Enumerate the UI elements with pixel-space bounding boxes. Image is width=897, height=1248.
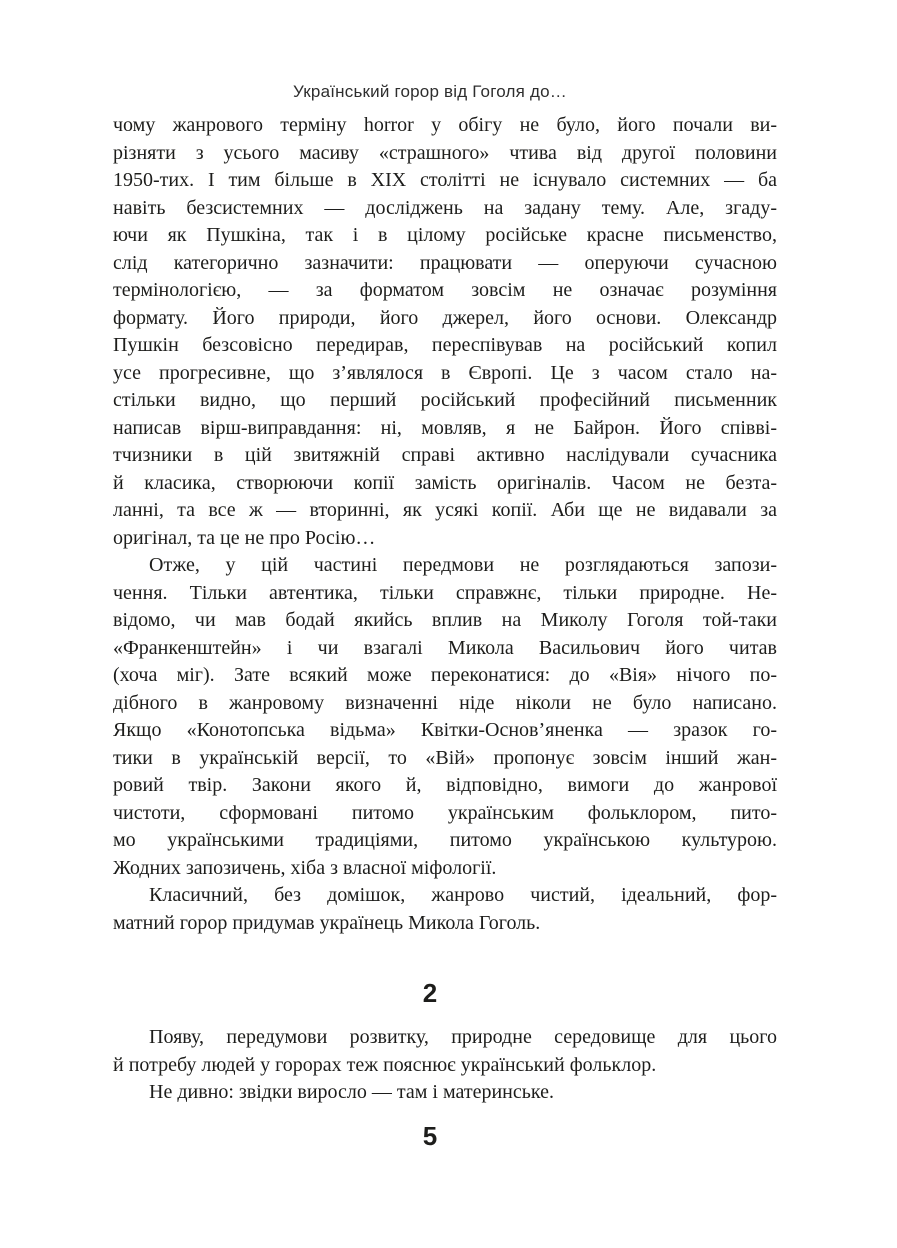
text-line: навіть безсистемних — досліджень на задану тему. Але, згаду-: [113, 196, 777, 219]
running-header: Український горор від Гоголя до…: [293, 82, 567, 101]
text-line: ланні, та все ж — вторинні, як усякі копії. Аби ще не видавали за: [113, 499, 777, 521]
text-line: Якщо «Конотопська відьма» Квітки-Основ’яненка — зразок го-: [113, 719, 777, 741]
text-line: ровий твір. Закони якого й, відповідно, вимоги до жанрової: [113, 774, 777, 796]
text-line: й класика, створюючи копії замість оригіналів. Часом не безта-: [113, 471, 777, 494]
text-line: 1950-тих. І тим більше в XIX столітті не існувало системних — ба: [113, 169, 777, 191]
text-line: написав вірш-виправдання: ні, мовляв, я не Байрон. Його співві-: [113, 416, 777, 439]
text-line: різняти з усього масиву «страшного» чтива від другої половини: [113, 141, 777, 164]
text-line: чому жанрового терміну horror у обігу не було, його почали ви-: [113, 114, 777, 136]
text-line: усе прогресивне, що з’являлося в Європі. Це з часом стало на-: [113, 361, 777, 384]
text-body: [113, 112, 777, 1107]
text-line: тики в українській версії, то «Вій» пропонує зовсім інший жан-: [113, 746, 777, 769]
text-line: Пушкін безсовісно передирав, переспівував на російський копил: [113, 334, 777, 356]
text-line: слід категорично зазначити: працювати — оперуючи сучасною: [113, 251, 777, 274]
text-line: «Франкенштейн» і чи взагалі Микола Васильович його читав: [113, 636, 777, 659]
text-line: оригінал, та це не про Росію…: [113, 526, 376, 549]
text-line: Появу, передумови розвитку, природне середовище для цього: [149, 1026, 777, 1048]
text-line: ючи як Пушкіна, так і в цілому російське красне письменство,: [113, 224, 777, 246]
text-line: дібного в жанровому визначенні ніде ніколи не було написано.: [113, 691, 777, 714]
section-number: 2: [422, 978, 438, 1008]
text-line: формату. Його природи, його джерел, його основи. Олександр: [113, 306, 777, 329]
text-line: Жодних запозичень, хіба з власної міфології.: [113, 856, 497, 879]
paragraph: [113, 1079, 777, 1107]
paragraph: [113, 112, 777, 552]
text-line: й потребу людей у горорах теж пояснює український фольклор.: [113, 1053, 657, 1076]
text-line: чення. Тільки автентика, тільки справжнє, тільки природне. Не-: [113, 581, 777, 604]
text-line: (хоча міг). Зате всякий може переконатися: до «Вія» нічого по-: [113, 664, 777, 686]
text-line: мо українськими традиціями, питомо українською культурою.: [113, 829, 777, 851]
text-line: Не дивно: звідки виросло — там і материнське.: [149, 1081, 554, 1103]
paragraph: [113, 1024, 777, 1079]
paragraph: [113, 552, 777, 882]
text-line: тчизники в цій звитяжній справі активно наслідували сучасника: [113, 444, 777, 466]
page-number: 5: [422, 1121, 438, 1151]
text-line: Класичний, без домішок, жанрово чистий, ідеальний, фор-: [149, 884, 777, 906]
text-line: стільки видно, що перший російський професійний письменник: [113, 389, 777, 411]
text-line: чистоти, сформовані питомо українським фольклором, пито-: [113, 801, 777, 824]
text-line: матний горор придумав українець Микола Гоголь.: [113, 911, 541, 934]
text-line: відомо, чи мав бодай якийсь вплив на Миколу Гоголя той-таки: [113, 609, 777, 631]
paragraph: [113, 882, 777, 937]
text-line: термінологією, — за форматом зовсім не означає розуміння: [113, 279, 777, 301]
text-line: Отже, у цій частині передмови не розглядаються запози-: [149, 554, 777, 576]
